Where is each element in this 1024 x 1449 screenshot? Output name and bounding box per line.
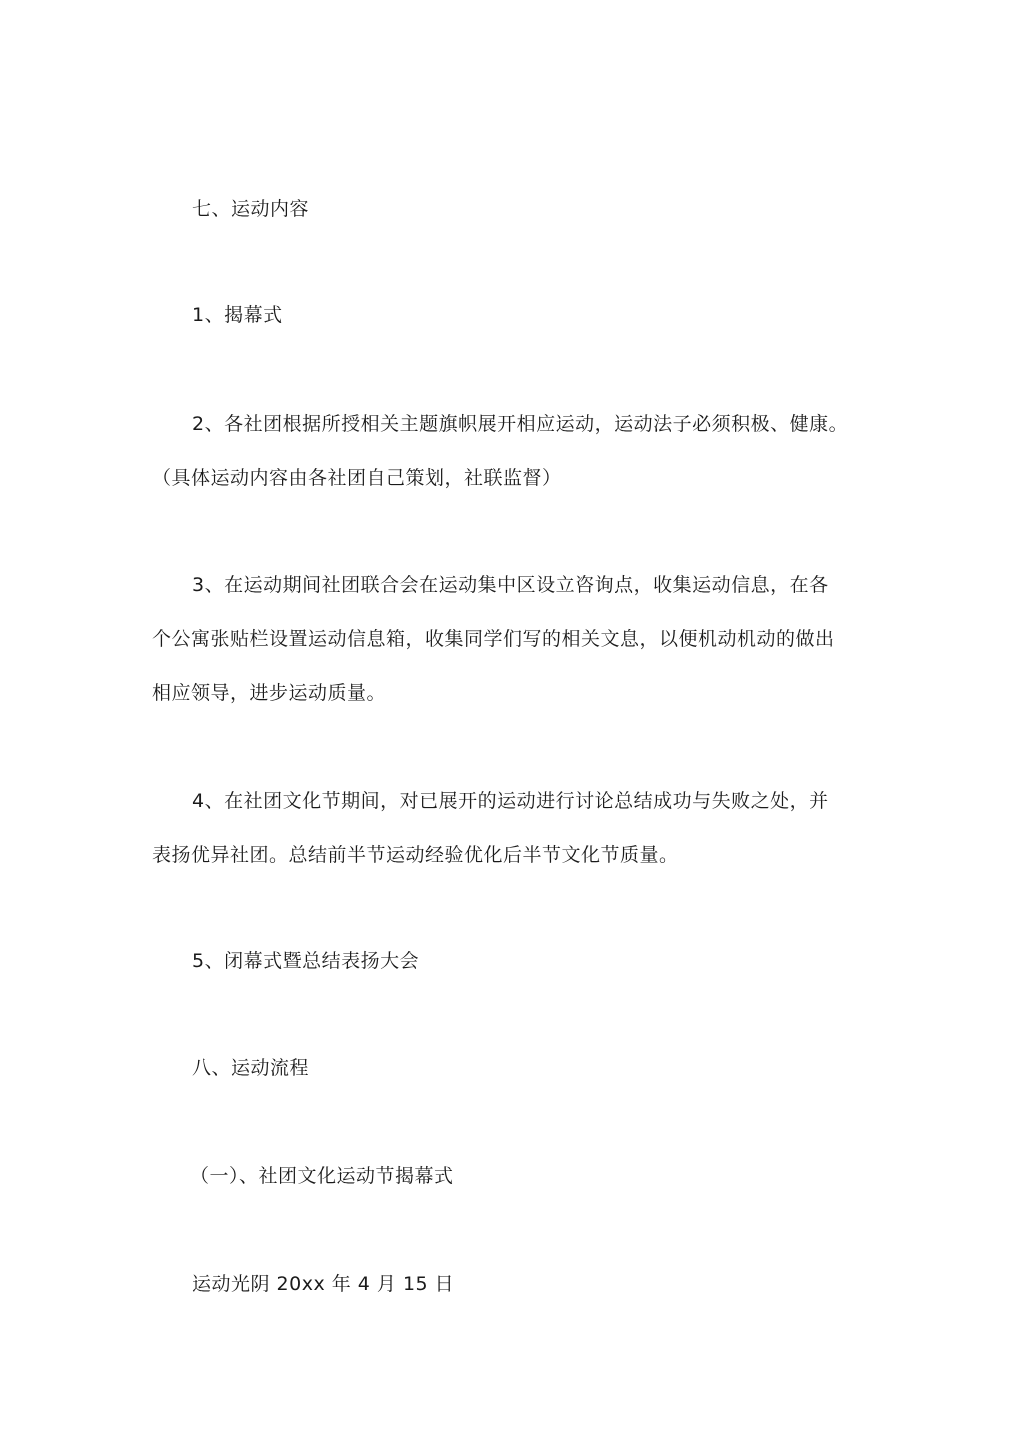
section-heading: 八、运动流程 bbox=[192, 1057, 310, 1079]
paragraph-line: 3、在运动期间社团联合会在运动集中区设立咨询点，收集运动信息，在各 bbox=[192, 574, 829, 596]
activity-time: 运动光阴 20xx 年 4 月 15 日 bbox=[192, 1273, 455, 1295]
paragraph-line: 表扬优异社团。总结前半节运动经验优化后半节文化节质量。 bbox=[152, 844, 679, 866]
subsection-heading: （一）、社团文化运动节揭幕式 bbox=[190, 1165, 454, 1187]
list-item: 1、揭幕式 bbox=[192, 304, 283, 326]
list-item: 5、闭幕式暨总结表扬大会 bbox=[192, 950, 420, 972]
paragraph-line: （具体运动内容由各社团自己策划，社联监督） bbox=[152, 467, 562, 489]
paragraph-line: 2、各社团根据所授相关主题旗帜展开相应运动，运动法子必须积极、健康。 bbox=[192, 413, 849, 435]
section-heading: 七、运动内容 bbox=[192, 198, 310, 220]
paragraph-line: 相应领导，进步运动质量。 bbox=[152, 682, 387, 704]
paragraph-line: 个公寓张贴栏设置运动信息箱，收集同学们写的相关文息，以便机动机动的做出 bbox=[152, 628, 835, 650]
paragraph-line: 4、在社团文化节期间，对已展开的运动进行讨论总结成功与失败之处，并 bbox=[192, 790, 829, 812]
